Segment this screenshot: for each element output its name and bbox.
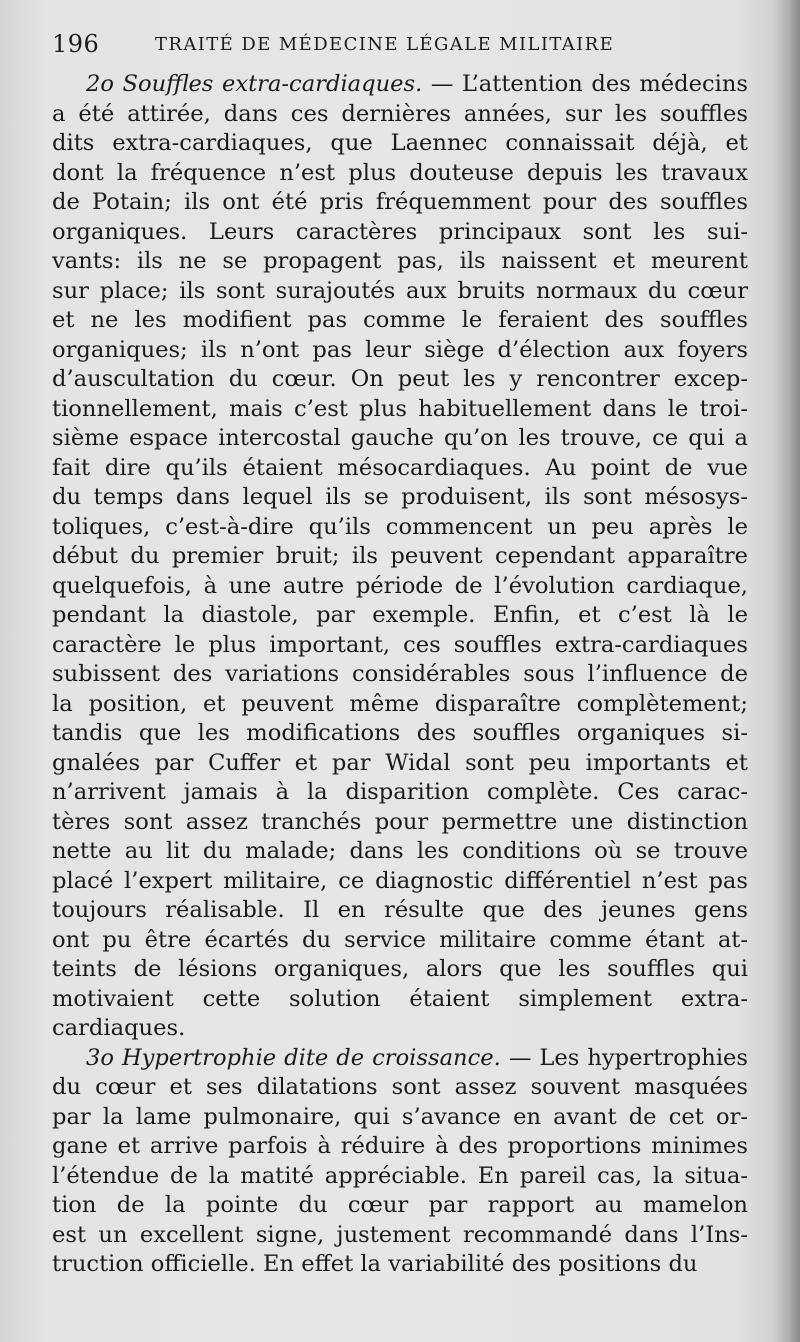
line-text: motivaient cette solution étaient simplement extra- [52, 985, 748, 1012]
line-text: sur place; ils sont surajoutés aux bruits normaux du cœur [52, 277, 748, 304]
text-line [52, 631, 748, 661]
text-line [52, 218, 748, 248]
line-text: caractère le plus important, ces souffles extra-cardiaques [52, 631, 748, 658]
section-heading: 3o Hypertrophie dite de croissance. [86, 1044, 501, 1071]
text-line [52, 483, 748, 513]
line-text: placé l’expert militaire, ce diagnostic différentiel n’est pas [52, 867, 748, 894]
text-line [52, 896, 748, 926]
line-text: organiques; ils n’ont pas leur siège d’élection aux foyers [52, 336, 748, 363]
line-text: tandis que les modifications des souffles organiques si- [52, 720, 748, 746]
text-line [52, 749, 748, 779]
line-text: début du premier bruit; ils peuvent cependant apparaître [52, 543, 748, 569]
line-text: cardiaques. [52, 1015, 186, 1041]
section-heading: 2o Souffles extra-cardiaques. [86, 71, 423, 97]
text-line [52, 247, 748, 277]
line-text: la position, et peuvent même disparaître complètement; [52, 690, 748, 717]
line-text: tères sont assez tranchés pour permettre une distinction [52, 808, 748, 835]
text-line [52, 660, 748, 690]
text-line [52, 690, 748, 720]
line-text: tionnellement, mais c’est plus habituellement dans le troi- [52, 395, 748, 422]
text-line [52, 1014, 748, 1044]
text-line [52, 129, 748, 159]
text-line [52, 1132, 748, 1162]
gutter-shadow [772, 0, 800, 1342]
text-line [52, 955, 748, 985]
text-line [52, 336, 748, 366]
line-text: teints de lésions organiques, alors que les souffles qui [52, 956, 748, 982]
text-line [52, 837, 748, 867]
line-text: fait dire qu’ils étaient mésocardiaques. Au point de vue [52, 454, 748, 481]
text-line [52, 719, 748, 749]
text-line [52, 1191, 748, 1221]
line-text: vants: ils ne se propagent pas, ils naissent et meurent [52, 248, 748, 274]
text-line [52, 159, 748, 189]
text-line [52, 70, 748, 100]
text-line [52, 424, 748, 454]
text-line [52, 1162, 748, 1192]
running-head [52, 30, 752, 64]
line-text: organiques. Leurs caractères principaux sont les sui- [52, 218, 748, 245]
line-text: a été attirée, dans ces dernières années, sur les souffles [52, 100, 748, 127]
line-text: par la lame pulmonaire, qui s’avance en avant de cet or- [52, 1103, 748, 1130]
line-text: de Potain; ils ont été pris fréquemment pour des souffles [52, 189, 748, 215]
line-text: tion de la pointe du cœur par rapport au mamelon [52, 1192, 748, 1218]
text-line [52, 365, 748, 395]
text-line [52, 1103, 748, 1133]
line-text: nette au lit du malade; dans les conditions où se trouve [52, 838, 748, 864]
text-line [52, 188, 748, 218]
text-line [52, 1250, 748, 1280]
text-line [52, 926, 748, 956]
line-text: subissent des variations considérables sous l’influence de [52, 661, 748, 687]
line-text: pendant la diastole, par exemple. Enfin, et c’est là le [52, 602, 748, 628]
line-text: truction officielle. En effet la variabilité des positions du [52, 1251, 698, 1277]
text-line [52, 1221, 748, 1251]
line-text: ont pu être écartés du service militaire comme étant at- [52, 926, 748, 953]
line-text: gane et arrive parfois à réduire à des proportions minimes [52, 1133, 748, 1159]
line-text: d’auscultation du cœur. On peut les y rencontrer excep- [52, 366, 748, 392]
text-line [52, 601, 748, 631]
body-text [52, 70, 748, 1280]
line-text: — L’attention des médecins [422, 71, 748, 97]
line-text: n’arrivent jamais à la disparition complète. Ces carac- [52, 779, 748, 805]
text-line [52, 572, 748, 602]
text-line [52, 513, 748, 543]
text-line [52, 1073, 748, 1103]
line-text: toliques, c’est-à-dire qu’ils commencent un peu après le [52, 513, 748, 540]
text-line [52, 985, 748, 1015]
running-title: TRAITÉ DE MÉDECINE LÉGALE MILITAIRE [155, 34, 615, 55]
page-number: 196 [52, 30, 100, 58]
line-text: dont la fréquence n’est plus douteuse depuis les travaux [52, 159, 748, 186]
text-line [52, 277, 748, 307]
text-line [52, 1044, 748, 1074]
line-text: et ne les modifient pas comme le feraient des souffles [52, 307, 748, 333]
line-text: dits extra-cardiaques, que Laennec connaissait déjà, et [52, 130, 748, 156]
line-text: toujours réalisable. Il en résulte que des jeunes gens [52, 897, 748, 923]
text-line [52, 395, 748, 425]
text-line [52, 306, 748, 336]
text-line [52, 808, 748, 838]
text-line [52, 867, 748, 897]
line-text: quelquefois, à une autre période de l’évolution cardiaque, [52, 572, 748, 599]
line-text: l’étendue de la matité appréciable. En pareil cas, la situa- [52, 1162, 748, 1189]
text-line [52, 542, 748, 572]
line-text: du cœur et ses dilatations sont assez souvent masquées [52, 1074, 748, 1100]
text-line [52, 778, 748, 808]
text-line [52, 100, 748, 130]
line-text: du temps dans lequel ils se produisent, ils sont mésosys- [52, 484, 748, 510]
line-text: — Les hypertrophies [500, 1044, 749, 1071]
text-line [52, 454, 748, 484]
line-text: gnalées par Cuffer et par Widal sont peu importants et [52, 749, 748, 776]
line-text: est un excellent signe, justement recommandé dans l’Ins- [52, 1221, 748, 1248]
line-text: sième espace intercostal gauche qu’on les trouve, ce qui a [52, 425, 748, 451]
